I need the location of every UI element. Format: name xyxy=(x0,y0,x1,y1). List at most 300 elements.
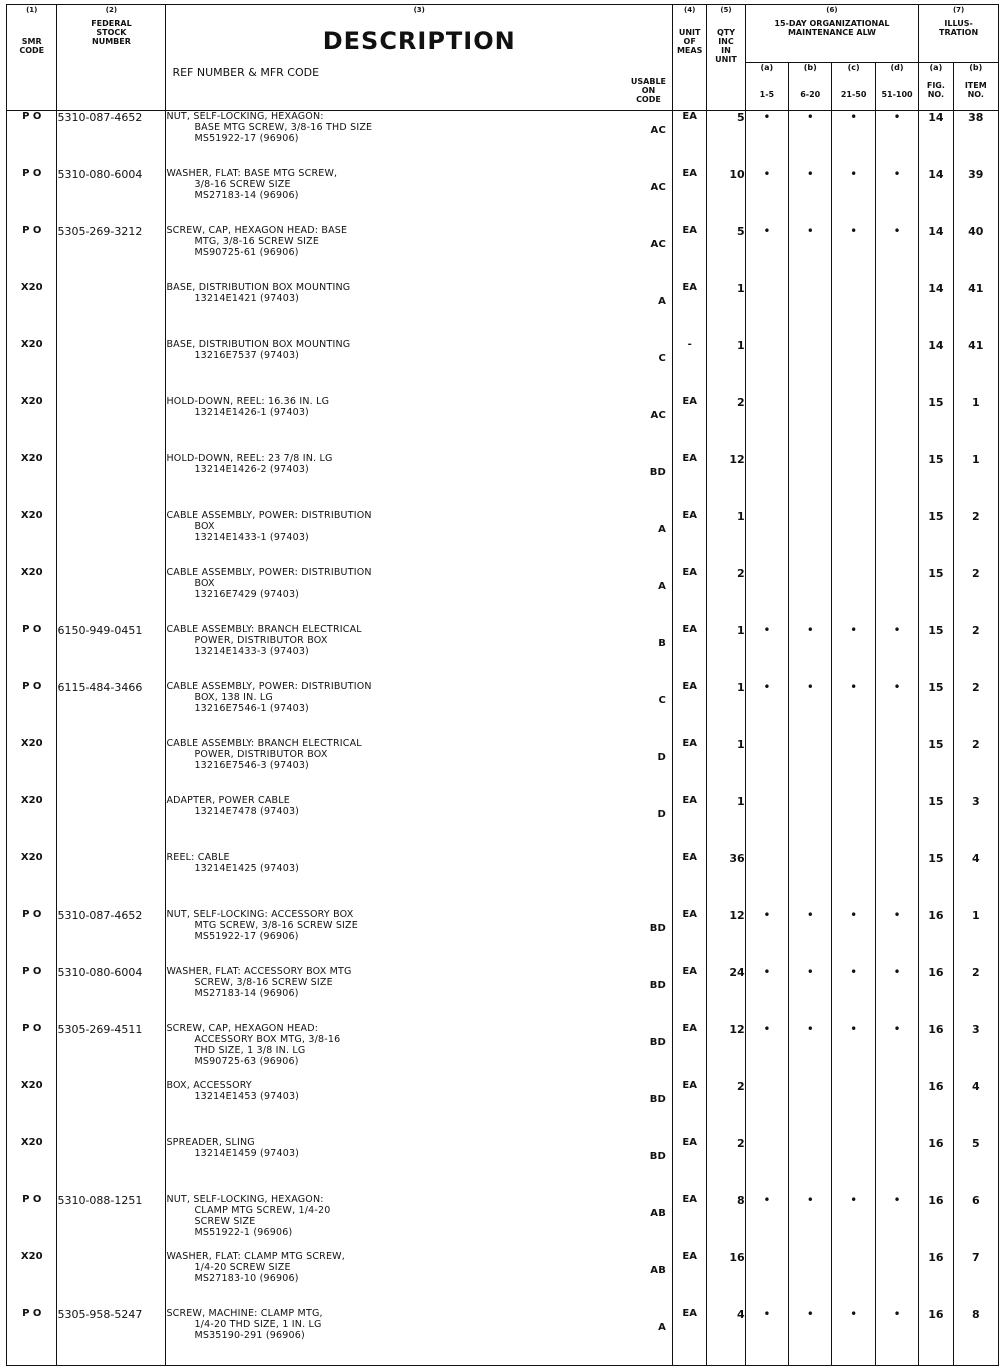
desc-line-2: POWER, DISTRIBUTOR BOX xyxy=(194,749,328,760)
figure-number-cell: 15 xyxy=(919,681,953,738)
figure-number-cell: 16 xyxy=(919,1194,953,1251)
usable-on-code: AB xyxy=(650,1208,667,1219)
description-cell xyxy=(166,282,673,339)
alw-d-cell: • xyxy=(875,1308,918,1366)
header-usable-on-code: USABLE ON CODE xyxy=(630,77,667,104)
desc-line-2: 13214E1426-2 (97403) xyxy=(194,464,309,475)
alw-b-cell: • xyxy=(789,225,832,282)
table-row xyxy=(7,225,999,282)
quantity-cell: 4 xyxy=(707,1308,745,1366)
alw-b-cell xyxy=(789,1251,832,1308)
description-cell xyxy=(166,510,673,567)
unit-of-measure-cell: EA xyxy=(673,1308,707,1366)
item-number-cell: 40 xyxy=(953,225,998,282)
stock-number-cell xyxy=(57,396,166,453)
description-cell xyxy=(166,966,673,1023)
quantity-cell: 2 xyxy=(707,567,745,624)
stock-number-cell xyxy=(57,339,166,396)
quantity-cell: 1 xyxy=(707,282,745,339)
desc-line-3: 13216E7429 (97403) xyxy=(194,589,300,600)
alw-a-cell xyxy=(745,852,788,909)
usable-on-code: C xyxy=(658,353,667,364)
usable-on-code: A xyxy=(658,296,667,307)
figure-number-cell: 16 xyxy=(919,1080,953,1137)
alw-c-cell xyxy=(832,567,875,624)
alw-a-cell xyxy=(745,1251,788,1308)
desc-line-3: MS27183-14 (96906) xyxy=(194,190,299,201)
quantity-cell: 1 xyxy=(707,738,745,795)
unit-of-measure-cell: - xyxy=(673,339,707,396)
quantity-cell: 2 xyxy=(707,1080,745,1137)
quantity-cell: 24 xyxy=(707,966,745,1023)
figure-number-cell: 15 xyxy=(919,510,953,567)
unit-of-measure-cell: EA xyxy=(673,681,707,738)
alw-b-cell: • xyxy=(789,1023,832,1080)
alw-c-cell: • xyxy=(832,111,875,169)
figure-number-cell: 15 xyxy=(919,852,953,909)
smr-code-cell: P O xyxy=(7,1023,57,1080)
figure-number-cell: 16 xyxy=(919,909,953,966)
alw-b-cell: • xyxy=(789,966,832,1023)
alw-a-cell: • xyxy=(745,1308,788,1366)
table-row xyxy=(7,738,999,795)
alw-c-cell xyxy=(832,1080,875,1137)
quantity-cell: 1 xyxy=(707,624,745,681)
desc-line-1: SCREW, MACHINE: CLAMP MTG, xyxy=(166,1308,323,1319)
description-cell xyxy=(166,681,673,738)
figure-number-cell: 16 xyxy=(919,1308,953,1366)
desc-line-3: MS90725-61 (96906) xyxy=(194,247,299,258)
desc-line-1: WASHER, FLAT: ACCESSORY BOX MTG xyxy=(166,966,352,977)
table-row xyxy=(7,1023,999,1080)
stock-number-cell: 5305-269-4511 xyxy=(57,1023,166,1080)
item-number-cell: 1 xyxy=(953,453,998,510)
usable-on-code: A xyxy=(658,524,667,535)
table-row xyxy=(7,795,999,852)
unit-of-measure-cell: EA xyxy=(673,852,707,909)
item-number-cell: 1 xyxy=(953,396,998,453)
figure-number-cell: 15 xyxy=(919,795,953,852)
repair-parts-table xyxy=(6,4,999,1366)
desc-line-3: SCREW SIZE xyxy=(194,1216,256,1227)
alw-d-cell xyxy=(875,1080,918,1137)
desc-line-2: 13216E7537 (97403) xyxy=(194,350,300,361)
alw-b-cell: • xyxy=(789,168,832,225)
table-row xyxy=(7,168,999,225)
quantity-cell: 2 xyxy=(707,1137,745,1194)
alw-d-cell: • xyxy=(875,111,918,169)
item-number-cell: 2 xyxy=(953,966,998,1023)
smr-code-cell: P O xyxy=(7,1194,57,1251)
figure-number-cell: 14 xyxy=(919,282,953,339)
alw-d-cell xyxy=(875,396,918,453)
description-cell xyxy=(166,1137,673,1194)
quantity-cell: 36 xyxy=(707,852,745,909)
alw-a-cell: • xyxy=(745,966,788,1023)
description-cell xyxy=(166,738,673,795)
unit-of-measure-cell: EA xyxy=(673,1251,707,1308)
desc-line-1: NUT, SELF-LOCKING, HEXAGON: xyxy=(166,111,324,122)
quantity-cell: 1 xyxy=(707,339,745,396)
item-number-cell: 41 xyxy=(953,282,998,339)
usable-on-code: B xyxy=(658,638,667,649)
alw-b-cell xyxy=(789,795,832,852)
description-cell xyxy=(166,1080,673,1137)
item-number-cell: 2 xyxy=(953,738,998,795)
unit-of-measure-cell: EA xyxy=(673,1080,707,1137)
description-cell xyxy=(166,453,673,510)
desc-line-3: 13214E1433-1 (97403) xyxy=(194,532,309,543)
unit-of-measure-cell: EA xyxy=(673,453,707,510)
description-cell xyxy=(166,909,673,966)
desc-line-1: NUT, SELF-LOCKING: ACCESSORY BOX xyxy=(166,909,354,920)
stock-number-cell: 5305-269-3212 xyxy=(57,225,166,282)
desc-line-1: REEL: CABLE xyxy=(166,852,230,863)
smr-code-cell: P O xyxy=(7,225,57,282)
usable-on-code: C xyxy=(658,695,667,706)
desc-line-1: ADAPTER, POWER CABLE xyxy=(166,795,290,806)
alw-b-cell xyxy=(789,1137,832,1194)
stock-number-cell: 6115-484-3466 xyxy=(57,681,166,738)
description-cell xyxy=(166,852,673,909)
alw-a-cell: • xyxy=(745,168,788,225)
desc-line-1: CABLE ASSEMBLY: BRANCH ELECTRICAL xyxy=(166,624,362,635)
header-description: (3) DESCRIPTION REF NUMBER & MFR CODE USABLE ON CODE xyxy=(166,5,673,111)
desc-line-3: 13214E1433-3 (97403) xyxy=(194,646,309,657)
desc-line-2: 13214E1425 (97403) xyxy=(194,863,300,874)
smr-code-cell: X20 xyxy=(7,1080,57,1137)
alw-c-cell xyxy=(832,282,875,339)
alw-b-cell: • xyxy=(789,1308,832,1366)
smr-code-cell: X20 xyxy=(7,567,57,624)
description-cell xyxy=(166,795,673,852)
alw-d-cell xyxy=(875,510,918,567)
desc-line-4: MS51922-1 (96906) xyxy=(194,1227,293,1238)
item-number-cell: 2 xyxy=(953,681,998,738)
table-row xyxy=(7,909,999,966)
description-cell xyxy=(166,1308,673,1366)
unit-of-measure-cell: EA xyxy=(673,738,707,795)
alw-c-cell xyxy=(832,339,875,396)
stock-number-cell xyxy=(57,852,166,909)
quantity-cell: 12 xyxy=(707,453,745,510)
quantity-cell: 16 xyxy=(707,1251,745,1308)
smr-code-cell: X20 xyxy=(7,852,57,909)
desc-line-1: CABLE ASSEMBLY, POWER: DISTRIBUTION xyxy=(166,510,372,521)
alw-c-cell: • xyxy=(832,1308,875,1366)
stock-number-cell xyxy=(57,1251,166,1308)
alw-d-cell xyxy=(875,852,918,909)
desc-line-1: CABLE ASSEMBLY: BRANCH ELECTRICAL xyxy=(166,738,362,749)
alw-a-cell: • xyxy=(745,909,788,966)
alw-c-cell: • xyxy=(832,909,875,966)
alw-c-cell: • xyxy=(832,225,875,282)
item-number-cell: 6 xyxy=(953,1194,998,1251)
item-number-cell: 39 xyxy=(953,168,998,225)
description-cell xyxy=(166,339,673,396)
alw-b-cell xyxy=(789,567,832,624)
smr-code-cell: P O xyxy=(7,168,57,225)
quantity-cell: 12 xyxy=(707,909,745,966)
figure-number-cell: 15 xyxy=(919,453,953,510)
usable-on-code: AC xyxy=(650,182,667,193)
figure-number-cell: 16 xyxy=(919,966,953,1023)
alw-c-cell xyxy=(832,1137,875,1194)
table-row xyxy=(7,852,999,909)
quantity-cell: 12 xyxy=(707,1023,745,1080)
desc-line-2: 3/8-16 SCREW SIZE xyxy=(194,179,291,190)
description-cell xyxy=(166,1023,673,1080)
smr-code-cell: P O xyxy=(7,966,57,1023)
alw-d-cell xyxy=(875,1137,918,1194)
usable-on-code: AC xyxy=(650,410,667,421)
header-fig-no: (a) FIG. NO. xyxy=(919,63,953,111)
item-number-cell: 38 xyxy=(953,111,998,169)
stock-number-cell xyxy=(57,453,166,510)
figure-number-cell: 14 xyxy=(919,339,953,396)
unit-of-measure-cell: EA xyxy=(673,795,707,852)
table-row xyxy=(7,453,999,510)
usable-on-code: A xyxy=(658,1322,667,1333)
alw-d-cell xyxy=(875,795,918,852)
figure-number-cell: 16 xyxy=(919,1023,953,1080)
unit-of-measure-cell: EA xyxy=(673,510,707,567)
desc-line-2: BASE MTG SCREW, 3/8-16 THD SIZE xyxy=(194,122,373,133)
desc-line-2: CLAMP MTG SCREW, 1/4-20 xyxy=(194,1205,331,1216)
unit-of-measure-cell: EA xyxy=(673,168,707,225)
table-row xyxy=(7,510,999,567)
stock-number-cell: 5305-958-5247 xyxy=(57,1308,166,1366)
unit-of-measure-cell: EA xyxy=(673,111,707,169)
table-row xyxy=(7,966,999,1023)
desc-line-1: SPREADER, SLING xyxy=(166,1137,255,1148)
quantity-cell: 8 xyxy=(707,1194,745,1251)
desc-line-2: 13214E1426-1 (97403) xyxy=(194,407,309,418)
figure-number-cell: 14 xyxy=(919,111,953,169)
usable-on-code: BD xyxy=(649,1094,667,1105)
desc-line-3: 13216E7546-1 (97403) xyxy=(194,703,309,714)
stock-number-cell xyxy=(57,510,166,567)
alw-c-cell xyxy=(832,852,875,909)
item-number-cell: 1 xyxy=(953,909,998,966)
desc-line-1: NUT, SELF-LOCKING, HEXAGON: xyxy=(166,1194,324,1205)
alw-a-cell xyxy=(745,795,788,852)
stock-number-cell: 6150-949-0451 xyxy=(57,624,166,681)
alw-c-cell: • xyxy=(832,1194,875,1251)
desc-line-1: HOLD-DOWN, REEL: 23 7/8 IN. LG xyxy=(166,453,333,464)
item-number-cell: 2 xyxy=(953,510,998,567)
desc-line-1: BASE, DISTRIBUTION BOX MOUNTING xyxy=(166,282,351,293)
stock-number-cell xyxy=(57,738,166,795)
description-cell xyxy=(166,1194,673,1251)
description-cell xyxy=(166,396,673,453)
smr-code-cell: X20 xyxy=(7,339,57,396)
table-row xyxy=(7,282,999,339)
item-number-cell: 4 xyxy=(953,1080,998,1137)
desc-line-1: WASHER, FLAT: CLAMP MTG SCREW, xyxy=(166,1251,345,1262)
desc-line-3: MS27183-14 (96906) xyxy=(194,988,299,999)
alw-c-cell: • xyxy=(832,681,875,738)
desc-line-3: 13216E7546-3 (97403) xyxy=(194,760,309,771)
table-row xyxy=(7,1308,999,1366)
usable-on-code: A xyxy=(658,581,667,592)
alw-d-cell: • xyxy=(875,168,918,225)
alw-b-cell xyxy=(789,282,832,339)
table-row xyxy=(7,624,999,681)
smr-code-cell: P O xyxy=(7,111,57,169)
smr-code-cell: P O xyxy=(7,1308,57,1366)
unit-of-measure-cell: EA xyxy=(673,966,707,1023)
table-row xyxy=(7,111,999,169)
description-cell xyxy=(166,624,673,681)
alw-a-cell xyxy=(745,510,788,567)
header-alw-d: (d) 51-100 xyxy=(875,63,918,111)
figure-number-cell: 16 xyxy=(919,1137,953,1194)
description-cell xyxy=(166,567,673,624)
desc-line-2: BOX, 138 IN. LG xyxy=(194,692,273,703)
usable-on-code: BD xyxy=(649,923,667,934)
usable-on-code: BD xyxy=(649,1151,667,1162)
figure-number-cell: 14 xyxy=(919,225,953,282)
header-unit-of-meas: (4) UNIT OF MEAS xyxy=(673,5,707,111)
header-smr-code: (1) SMR CODE xyxy=(7,5,57,111)
alw-c-cell xyxy=(832,510,875,567)
item-number-cell: 8 xyxy=(953,1308,998,1366)
header-item-no: (b) ITEM NO. xyxy=(953,63,998,111)
desc-line-1: CABLE ASSEMBLY, POWER: DISTRIBUTION xyxy=(166,681,372,692)
desc-line-3: MS35190-291 (96906) xyxy=(194,1330,305,1341)
alw-a-cell xyxy=(745,567,788,624)
alw-a-cell xyxy=(745,282,788,339)
desc-line-2: ACCESSORY BOX MTG, 3/8-16 xyxy=(194,1034,341,1045)
table-row xyxy=(7,567,999,624)
desc-line-1: CABLE ASSEMBLY, POWER: DISTRIBUTION xyxy=(166,567,372,578)
alw-a-cell xyxy=(745,339,788,396)
desc-line-2: 13214E7478 (97403) xyxy=(194,806,300,817)
quantity-cell: 1 xyxy=(707,510,745,567)
header-maintenance-allowance: (6) 15-DAY ORGANIZATIONAL MAINTENANCE ALW xyxy=(745,5,919,63)
alw-b-cell: • xyxy=(789,909,832,966)
alw-c-cell: • xyxy=(832,1023,875,1080)
item-number-cell: 2 xyxy=(953,567,998,624)
alw-c-cell xyxy=(832,738,875,795)
unit-of-measure-cell: EA xyxy=(673,396,707,453)
stock-number-cell: 5310-080-6004 xyxy=(57,966,166,1023)
usable-on-code: D xyxy=(657,752,667,763)
alw-b-cell xyxy=(789,738,832,795)
header-illustration: (7) ILLUS- TRATION xyxy=(919,5,999,63)
desc-line-1: HOLD-DOWN, REEL: 16.36 IN. LG xyxy=(166,396,330,407)
desc-line-3: MS51922-17 (96906) xyxy=(194,133,299,144)
desc-line-2: 13214E1453 (97403) xyxy=(194,1091,300,1102)
smr-code-cell: X20 xyxy=(7,1251,57,1308)
table-row xyxy=(7,396,999,453)
smr-code-cell: X20 xyxy=(7,510,57,567)
alw-b-cell: • xyxy=(789,624,832,681)
alw-c-cell xyxy=(832,396,875,453)
item-number-cell: 7 xyxy=(953,1251,998,1308)
unit-of-measure-cell: EA xyxy=(673,909,707,966)
desc-line-2: BOX xyxy=(194,578,215,589)
alw-b-cell xyxy=(789,852,832,909)
header-qty-inc-in-unit: (5) QTY INC IN UNIT xyxy=(707,5,745,111)
alw-a-cell xyxy=(745,1137,788,1194)
alw-b-cell xyxy=(789,453,832,510)
header-alw-c: (c) 21-50 xyxy=(832,63,875,111)
unit-of-measure-cell: EA xyxy=(673,1023,707,1080)
figure-number-cell: 15 xyxy=(919,738,953,795)
alw-c-cell xyxy=(832,453,875,510)
alw-c-cell xyxy=(832,1251,875,1308)
alw-d-cell xyxy=(875,738,918,795)
alw-b-cell xyxy=(789,1080,832,1137)
table-row xyxy=(7,339,999,396)
alw-d-cell xyxy=(875,453,918,510)
alw-b-cell xyxy=(789,510,832,567)
stock-number-cell xyxy=(57,795,166,852)
desc-line-1: SCREW, CAP, HEXAGON HEAD: BASE xyxy=(166,225,348,236)
alw-a-cell: • xyxy=(745,624,788,681)
smr-code-cell: X20 xyxy=(7,738,57,795)
table-header xyxy=(7,5,999,111)
alw-a-cell: • xyxy=(745,1194,788,1251)
alw-a-cell: • xyxy=(745,225,788,282)
smr-code-cell: X20 xyxy=(7,282,57,339)
desc-line-1: BASE, DISTRIBUTION BOX MOUNTING xyxy=(166,339,351,350)
alw-d-cell xyxy=(875,282,918,339)
header-alw-b: (b) 6-20 xyxy=(789,63,832,111)
quantity-cell: 10 xyxy=(707,168,745,225)
item-number-cell: 3 xyxy=(953,1023,998,1080)
description-cell xyxy=(166,168,673,225)
usable-on-code: BD xyxy=(649,1037,667,1048)
smr-code-cell: P O xyxy=(7,624,57,681)
alw-c-cell: • xyxy=(832,624,875,681)
unit-of-measure-cell: EA xyxy=(673,1194,707,1251)
unit-of-measure-cell: EA xyxy=(673,567,707,624)
item-number-cell: 4 xyxy=(953,852,998,909)
item-number-cell: 3 xyxy=(953,795,998,852)
stock-number-cell xyxy=(57,1080,166,1137)
desc-line-2: 13214E1459 (97403) xyxy=(194,1148,300,1159)
description-cell xyxy=(166,225,673,282)
figure-number-cell: 15 xyxy=(919,396,953,453)
desc-line-2: MTG SCREW, 3/8-16 SCREW SIZE xyxy=(194,920,358,931)
alw-a-cell xyxy=(745,738,788,795)
stock-number-cell: 5310-087-4652 xyxy=(57,909,166,966)
table-row xyxy=(7,1251,999,1308)
desc-line-2: 1/4-20 THD SIZE, 1 IN. LG xyxy=(194,1319,322,1330)
alw-d-cell xyxy=(875,1251,918,1308)
alw-d-cell: • xyxy=(875,1023,918,1080)
stock-number-cell: 5310-088-1251 xyxy=(57,1194,166,1251)
desc-line-2: 13214E1421 (97403) xyxy=(194,293,300,304)
header-federal-stock-number: (2) FEDERAL STOCK NUMBER xyxy=(57,5,166,111)
alw-a-cell xyxy=(745,453,788,510)
unit-of-measure-cell: EA xyxy=(673,282,707,339)
item-number-cell: 41 xyxy=(953,339,998,396)
table-body xyxy=(7,111,999,1366)
alw-b-cell: • xyxy=(789,681,832,738)
header-alw-a: (a) 1-5 xyxy=(745,63,788,111)
quantity-cell: 1 xyxy=(707,681,745,738)
alw-d-cell: • xyxy=(875,909,918,966)
alw-c-cell xyxy=(832,795,875,852)
smr-code-cell: X20 xyxy=(7,453,57,510)
stock-number-cell xyxy=(57,567,166,624)
alw-a-cell xyxy=(745,1080,788,1137)
figure-number-cell: 14 xyxy=(919,168,953,225)
